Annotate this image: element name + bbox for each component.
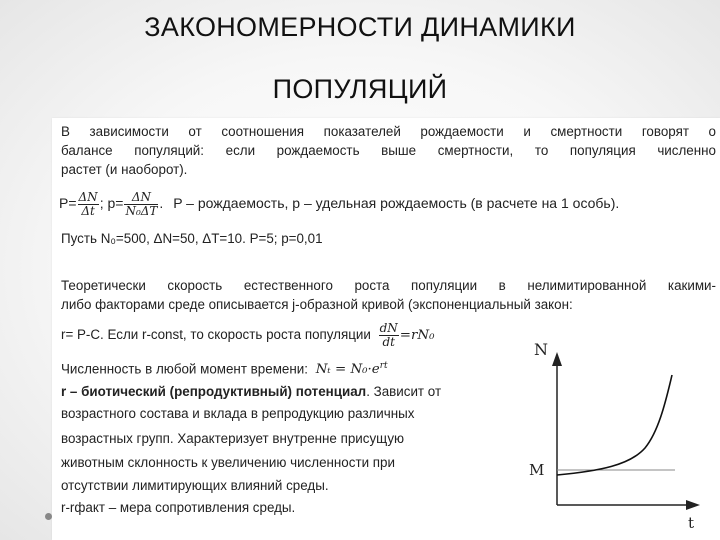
formula-separator: ; p= xyxy=(99,195,124,211)
formula-line xyxy=(59,188,619,218)
rate-text: r= P-C. Если r-const, то скорость роста популяции xyxy=(61,327,371,342)
fraction-p xyxy=(78,191,99,218)
bio-line-2: возрастного состава и вклада в репродукцию различных xyxy=(61,406,415,421)
bio-line-3: возрастных групп. Характеризует внутренне присущую xyxy=(61,431,405,446)
bio-line-4: животным склонность к увеличению численности при xyxy=(61,455,395,470)
count-text: Численность в любой момент времени: xyxy=(61,361,308,377)
count-line xyxy=(61,357,388,379)
exponential-curve xyxy=(557,375,672,475)
paragraph-1-line-1: В зависимости от соотношения показателей рождаемости и смертности говорят о xyxy=(61,124,716,139)
fraction-p-numerator: ΔN xyxy=(78,189,98,204)
m-label: M xyxy=(529,461,545,479)
rate-rhs: =rN₀ xyxy=(399,328,435,343)
x-axis-arrow-icon xyxy=(686,500,700,510)
bio-line-6: r-rфакт – мера сопротивления среды. xyxy=(61,500,296,515)
fraction-specific-p-numerator: ΔN xyxy=(124,191,158,205)
bio-line-1 xyxy=(61,382,496,401)
paragraph-1-line-3: растет (и наоборот). xyxy=(61,162,188,177)
example-line: Пусть N₀=500, ΔN=50, ΔT=10. P=5; p=0,01 xyxy=(61,231,323,246)
rate-line xyxy=(61,320,435,351)
y-axis-arrow-icon xyxy=(552,352,562,366)
fraction-rate-numerator: dN xyxy=(379,320,398,335)
fraction-rate-denominator: dt xyxy=(382,334,395,349)
fraction-specific-p xyxy=(124,191,158,218)
paragraph-2-line-2: либо факторами среде описывается j-образной кривой (экспоненциальный закон: xyxy=(61,297,573,312)
bullet-dot xyxy=(45,513,52,520)
formula-dot: . xyxy=(159,195,164,211)
paragraph-2-line-1: Теоретически скорость естественного роста популяции в нелимитированной какими- xyxy=(61,278,716,293)
bio-definition-rest: . Зависит от xyxy=(366,384,442,399)
growth-curve-graph xyxy=(520,330,720,540)
bio-line-5: отсутствии лимитирующих влияний среды. xyxy=(61,478,329,493)
y-axis-label: N xyxy=(534,340,548,359)
paragraph-1-line-2: балансе популяций: если рождаемость выше смертности, то популяция численно xyxy=(61,143,716,158)
fraction-rate xyxy=(379,322,399,349)
page-title-line-2: ПОПУЛЯЦИЙ xyxy=(272,74,448,104)
count-formula: Nₜ = N₀·e xyxy=(315,362,380,378)
fraction-p-denominator: Δt xyxy=(81,203,95,218)
fraction-specific-p-denominator: N₀ΔT xyxy=(125,203,158,218)
count-exponent: rt xyxy=(379,361,388,371)
bio-definition-bold: r – биотический (репродуктивный) потенциал xyxy=(61,384,367,399)
formula-description: P – рождаемость, p – удельная рождаемость (в расчете на 1 особь). xyxy=(173,195,620,211)
formula-p-lhs: P= xyxy=(59,195,77,211)
x-axis-label: t xyxy=(688,514,695,532)
page-title-line-1: ЗАКОНОМЕРНОСТИ ДИНАМИКИ xyxy=(144,12,576,42)
